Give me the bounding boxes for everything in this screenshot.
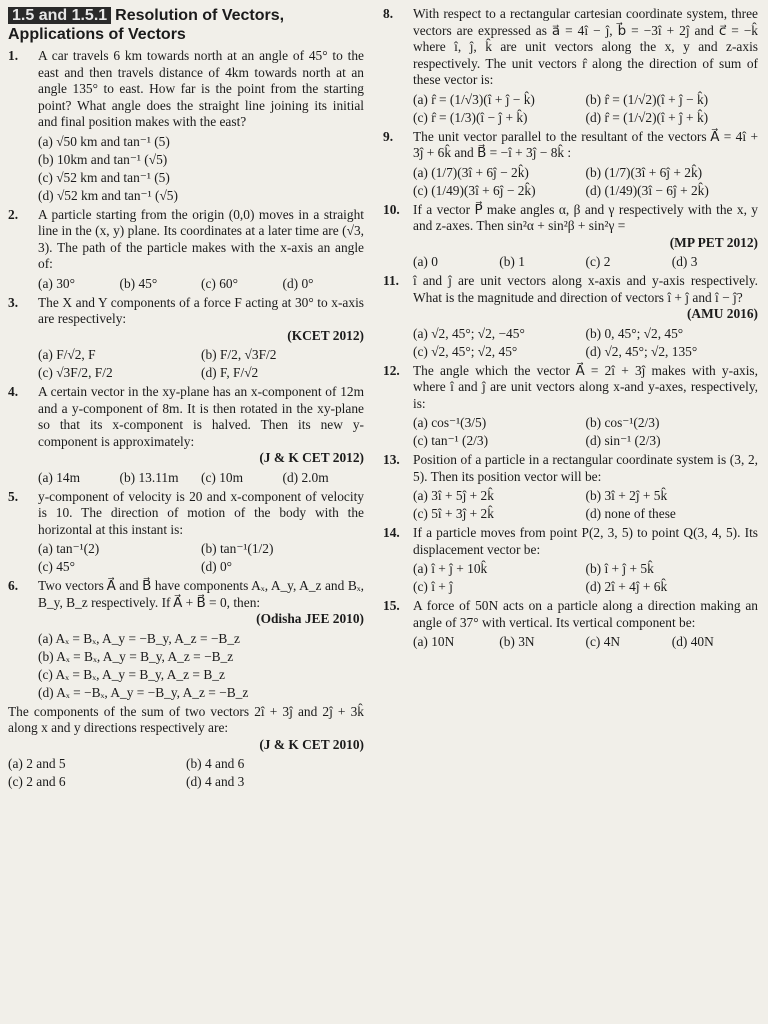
option-c: (c) √52 km and tan⁻¹ (5) [38, 169, 170, 185]
option-b: (b) F/2, √3F/2 [201, 347, 277, 362]
option-b: (b) 0, 45°; √2, 45° [585, 325, 684, 341]
option-a: (a) r̂ = (1/√3)(î + ĵ − k̂) [413, 91, 535, 107]
exam-tag: (AMU 2016) [686, 306, 758, 321]
question-7: The components of the sum of two vectors 2î + 3ĵ and 2ĵ + 3k̂ along x and y directions respectively are: (J & K CET 2010) (a) 2 and 5 (b) 4 and 6 (c) 2 and 6 (d) 4 and 3 [8, 703, 364, 789]
option-a: (a) 2 and 5 [8, 756, 66, 771]
option-d: (d) 4 and 3 [186, 774, 245, 789]
exam-tag: (Odisha JEE 2010) [256, 611, 364, 626]
options [413, 253, 758, 271]
options [38, 275, 364, 293]
option-d: (d) F, F/√2 [201, 365, 259, 380]
question-6: 6. Two vectors A⃗ and B⃗ have components Aₓ, A_y, A_z and Bₓ, B_y, B_z respectively. If A⃗ + B⃗ = 0, then: (Odisha JEE 2010) (a) Aₓ = Bₓ, A_y = −B_y, A_z = −B_z (b) Aₓ = Bₓ, A_y = B_y, A_z = −B_z (c) Aₓ = Bₓ, A_y = B_y, A_z = B_z (d) Aₓ = −Bₓ, A_y = −B_y, A_z = −B_z [8, 578, 364, 700]
options [38, 346, 364, 382]
options [38, 540, 364, 576]
option-a: (a) 30° [38, 275, 75, 291]
exam-tag: (MP PET 2012) [669, 234, 758, 250]
options [38, 630, 364, 702]
option-d: (d) Aₓ = −Bₓ, A_y = −B_y, A_z = −B_z [38, 684, 249, 700]
question-9: 9. The unit vector parallel to the resultant of the vectors A⃗ = 4î + 3ĵ + 6k̂ and B⃗ = −î + 3ĵ − 8k̂ : (a) (1/7)(3î + 6ĵ − 2k̂) (b) (1/7)(3î + 6ĵ + 2k̂) (c) (1/49)(3î + 6ĵ − 2k̂) (d) (1/49)(3î − 6ĵ + 2k̂) [383, 128, 758, 198]
option-a: (a) (1/7)(3î + 6ĵ − 2k̂) [413, 164, 529, 180]
question-1: 1. A car travels 6 km towards north at an angle of 45° to the east and then travels distance of 4km towards north at an angle 135° to east. How far is the point from the starting point? What angle does the straight line joining its initial and final position makes with the east? (a) √50 km and tan⁻¹ (5) (b) 10km and tan⁻¹ (√5) (c) √52 km and tan⁻¹ (5) (d) √52 km and tan⁻¹ (√5) [8, 48, 364, 203]
exam-tag: (J & K CET 2012) [259, 450, 364, 465]
option-c: (c) √2, 45°; √2, 45° [413, 343, 518, 359]
options [413, 487, 758, 523]
option-c: (c) r̂ = (1/3)(î − ĵ + k̂) [413, 109, 528, 125]
option-d: (d) none of these [585, 506, 676, 521]
option-d: (d) 40N [671, 634, 714, 649]
option-c: (c) Aₓ = Bₓ, A_y = B_y, A_z = B_z [38, 666, 225, 682]
options [8, 755, 364, 791]
exam-tag: (KCET 2012) [287, 327, 364, 343]
option-d: (d) √52 km and tan⁻¹ (√5) [38, 187, 178, 203]
option-a: (a) 14m [38, 469, 81, 485]
options [413, 560, 758, 596]
options [413, 414, 758, 450]
option-d: (d) 0° [201, 559, 233, 574]
option-c: (c) î + ĵ [413, 579, 453, 594]
right-column [383, 6, 758, 653]
option-b: (b) 3N [499, 634, 535, 649]
option-b: (b) 1 [499, 254, 525, 269]
option-a: (a) 0 [413, 254, 438, 269]
question-2: 2. A particle starting from the origin (0,0) moves in a straight line in the (x, y) plane. Its coordinates at a later time are (√3, 3). The path of the particle makes with the x-axis an angle of: (a) 30° (b) 45° (c) 60° (d) 0° [8, 206, 364, 291]
option-b: (b) cos⁻¹(2/3) [585, 415, 660, 430]
question-3: 3. The X and Y components of a force F acting at 30° to x-axis are respectively: (KCET 2012) (a) F/√2, F (b) F/2, √3F/2 (c) √3F/2, F/2 (d) F, F/√2 [8, 294, 364, 380]
question-13: 13. Position of a particle in a rectangular coordinate system is (3, 2, 5). Then its position vector will be: (a) 3î + 5ĵ + 2k̂ (b) 3î + 2ĵ + 5k̂ (c) 5î + 3ĵ + 2k̂ (d) none of these [383, 452, 758, 521]
option-a: (a) Aₓ = Bₓ, A_y = −B_y, A_z = −B_z [38, 630, 240, 646]
question-12: 12. The angle which the vector A⃗ = 2î + 3ĵ makes with y-axis, where î and ĵ are unit vectors along x-and y-axes, respectively, is: (a) cos⁻¹(3/5) (b) cos⁻¹(2/3) (c) tan⁻¹ (2/3) (d) sin⁻¹ (2/3) [383, 362, 758, 448]
option-c: (c) 45° [38, 559, 75, 574]
options [413, 633, 758, 651]
option-a: (a) √2, 45°; √2, −45° [413, 325, 525, 341]
option-a: (a) F/√2, F [38, 347, 96, 362]
option-b: (b) 45° [119, 275, 158, 291]
option-b: (b) 13.11m [119, 469, 179, 485]
option-d: (d) 2î + 4ĵ + 6k̂ [585, 579, 668, 594]
option-d: (d) 0° [282, 275, 314, 291]
option-d: (d) (1/49)(3î − 6ĵ + 2k̂) [585, 182, 709, 198]
options [38, 469, 364, 487]
option-c: (c) 10m [201, 469, 244, 485]
option-c: (c) 2 [585, 254, 611, 269]
option-c: (c) 60° [201, 275, 238, 291]
option-a: (a) cos⁻¹(3/5) [413, 415, 487, 430]
option-b: (b) (1/7)(3î + 6ĵ + 2k̂) [585, 164, 703, 180]
option-a: (a) î + ĵ + 10k̂ [413, 561, 488, 576]
left-column [8, 6, 364, 793]
question-11: 11. î and ĵ are unit vectors along x-axis and y-axis respectively. What is the magnitude and direction of vectors î + ĵ and î − ĵ? (AMU 2016) (a) √2, 45°; √2, −45° (b) 0, 45°; √2, 45° (c) √2, 45°; √2, 45° (d) √2, 45°; √2, 135° [383, 273, 758, 359]
question-5: 5. y-component of velocity is 20 and x-component of velocity is 10. The direction of motion of the body with the horizontal at this instant is: (a) tan⁻¹(2) (b) tan⁻¹(1/2) (c) 45° (d) 0° [8, 488, 364, 574]
option-d: (d) r̂ = (1/√2)(î + ĵ + k̂) [585, 109, 709, 125]
question-14: 14. If a particle moves from point P(2, 3, 5) to point Q(3, 4, 5). Its displacement vector be: (a) î + ĵ + 10k̂ (b) î + ĵ + 5k̂ (c) î + ĵ (d) 2î + 4ĵ + 6k̂ [383, 525, 758, 594]
option-b: (b) r̂ = (1/√2)(î + ĵ − k̂) [585, 91, 709, 107]
option-a: (a) tan⁻¹(2) [38, 541, 100, 556]
option-c: (c) √3F/2, F/2 [38, 365, 113, 380]
options [413, 164, 758, 200]
option-b: (b) 4 and 6 [186, 756, 245, 771]
question-15: 15. A force of 50N acts on a particle along a direction making an angle of 37° with vertical. Its vertical component be: (a) 10N (b) 3N (c) 4N (d) 40N [383, 598, 758, 649]
option-d: (d) √2, 45°; √2, 135° [585, 343, 698, 359]
section-heading [8, 6, 364, 44]
option-a: (a) 10N [413, 634, 455, 649]
exam-tag: (J & K CET 2010) [259, 736, 364, 752]
option-c: (c) 2 and 6 [8, 774, 66, 789]
option-a: (a) 3î + 5ĵ + 2k̂ [413, 488, 494, 503]
option-b: (b) tan⁻¹(1/2) [201, 541, 274, 556]
option-d: (d) 2.0m [282, 469, 329, 485]
option-c: (c) 5î + 3ĵ + 2k̂ [413, 506, 494, 521]
option-b: (b) 10km and tan⁻¹ (√5) [38, 151, 168, 167]
section-title: Resolution of Vectors, Applications of Vectors [8, 7, 285, 43]
options [413, 325, 758, 361]
option-c: (c) 4N [585, 634, 621, 649]
option-b: (b) 3î + 2ĵ + 5k̂ [585, 488, 668, 503]
options [413, 91, 758, 127]
option-a: (a) √50 km and tan⁻¹ (5) [38, 133, 170, 149]
option-d: (d) sin⁻¹ (2/3) [585, 433, 661, 448]
option-b: (b) î + ĵ + 5k̂ [585, 561, 654, 576]
option-c: (c) (1/49)(3î + 6ĵ − 2k̂) [413, 182, 536, 198]
option-c: (c) tan⁻¹ (2/3) [413, 433, 489, 448]
options [38, 133, 364, 205]
option-d: (d) 3 [671, 254, 698, 269]
option-b: (b) Aₓ = Bₓ, A_y = B_y, A_z = −B_z [38, 648, 234, 664]
question-4: 4. A certain vector in the xy-plane has an x-component of 12m and a y-component of 8m. It is then rotated in the xy-plane so that its x-component is halved. Then its new y-component is approximately: (J & K CET 2012) (a) 14m (b) 13.11m (c) 10m (d) 2.0m [8, 384, 364, 485]
question-8: 8. With respect to a rectangular cartesian coordinate system, three vectors are expressed as a⃗ = 4î − ĵ, b⃗ = −3î + 2ĵ and c⃗ = −k̂ where î, ĵ, k̂ are unit vectors along the x, y and z-axis respectively. The unit vectors r̂ along the direction of sum of these vector is: (a) r̂ = (1/√3)(î + ĵ − k̂) (b) r̂ = (1/√2)(î + ĵ − k̂) (c) r̂ = (1/3)(î − ĵ + k̂) (d) r̂ = (1/√2)(î + ĵ + k̂) [383, 6, 758, 125]
question-10: 10. If a vector P⃗ make angles α, β and γ respectively with the x, y and z-axes. Then sin²α + sin²β + sin²γ = (MP PET 2012) (a) 0 (b) 1 (c) 2 (d) 3 [383, 201, 758, 269]
section-number: 1.5 and 1.5.1 [8, 7, 111, 24]
